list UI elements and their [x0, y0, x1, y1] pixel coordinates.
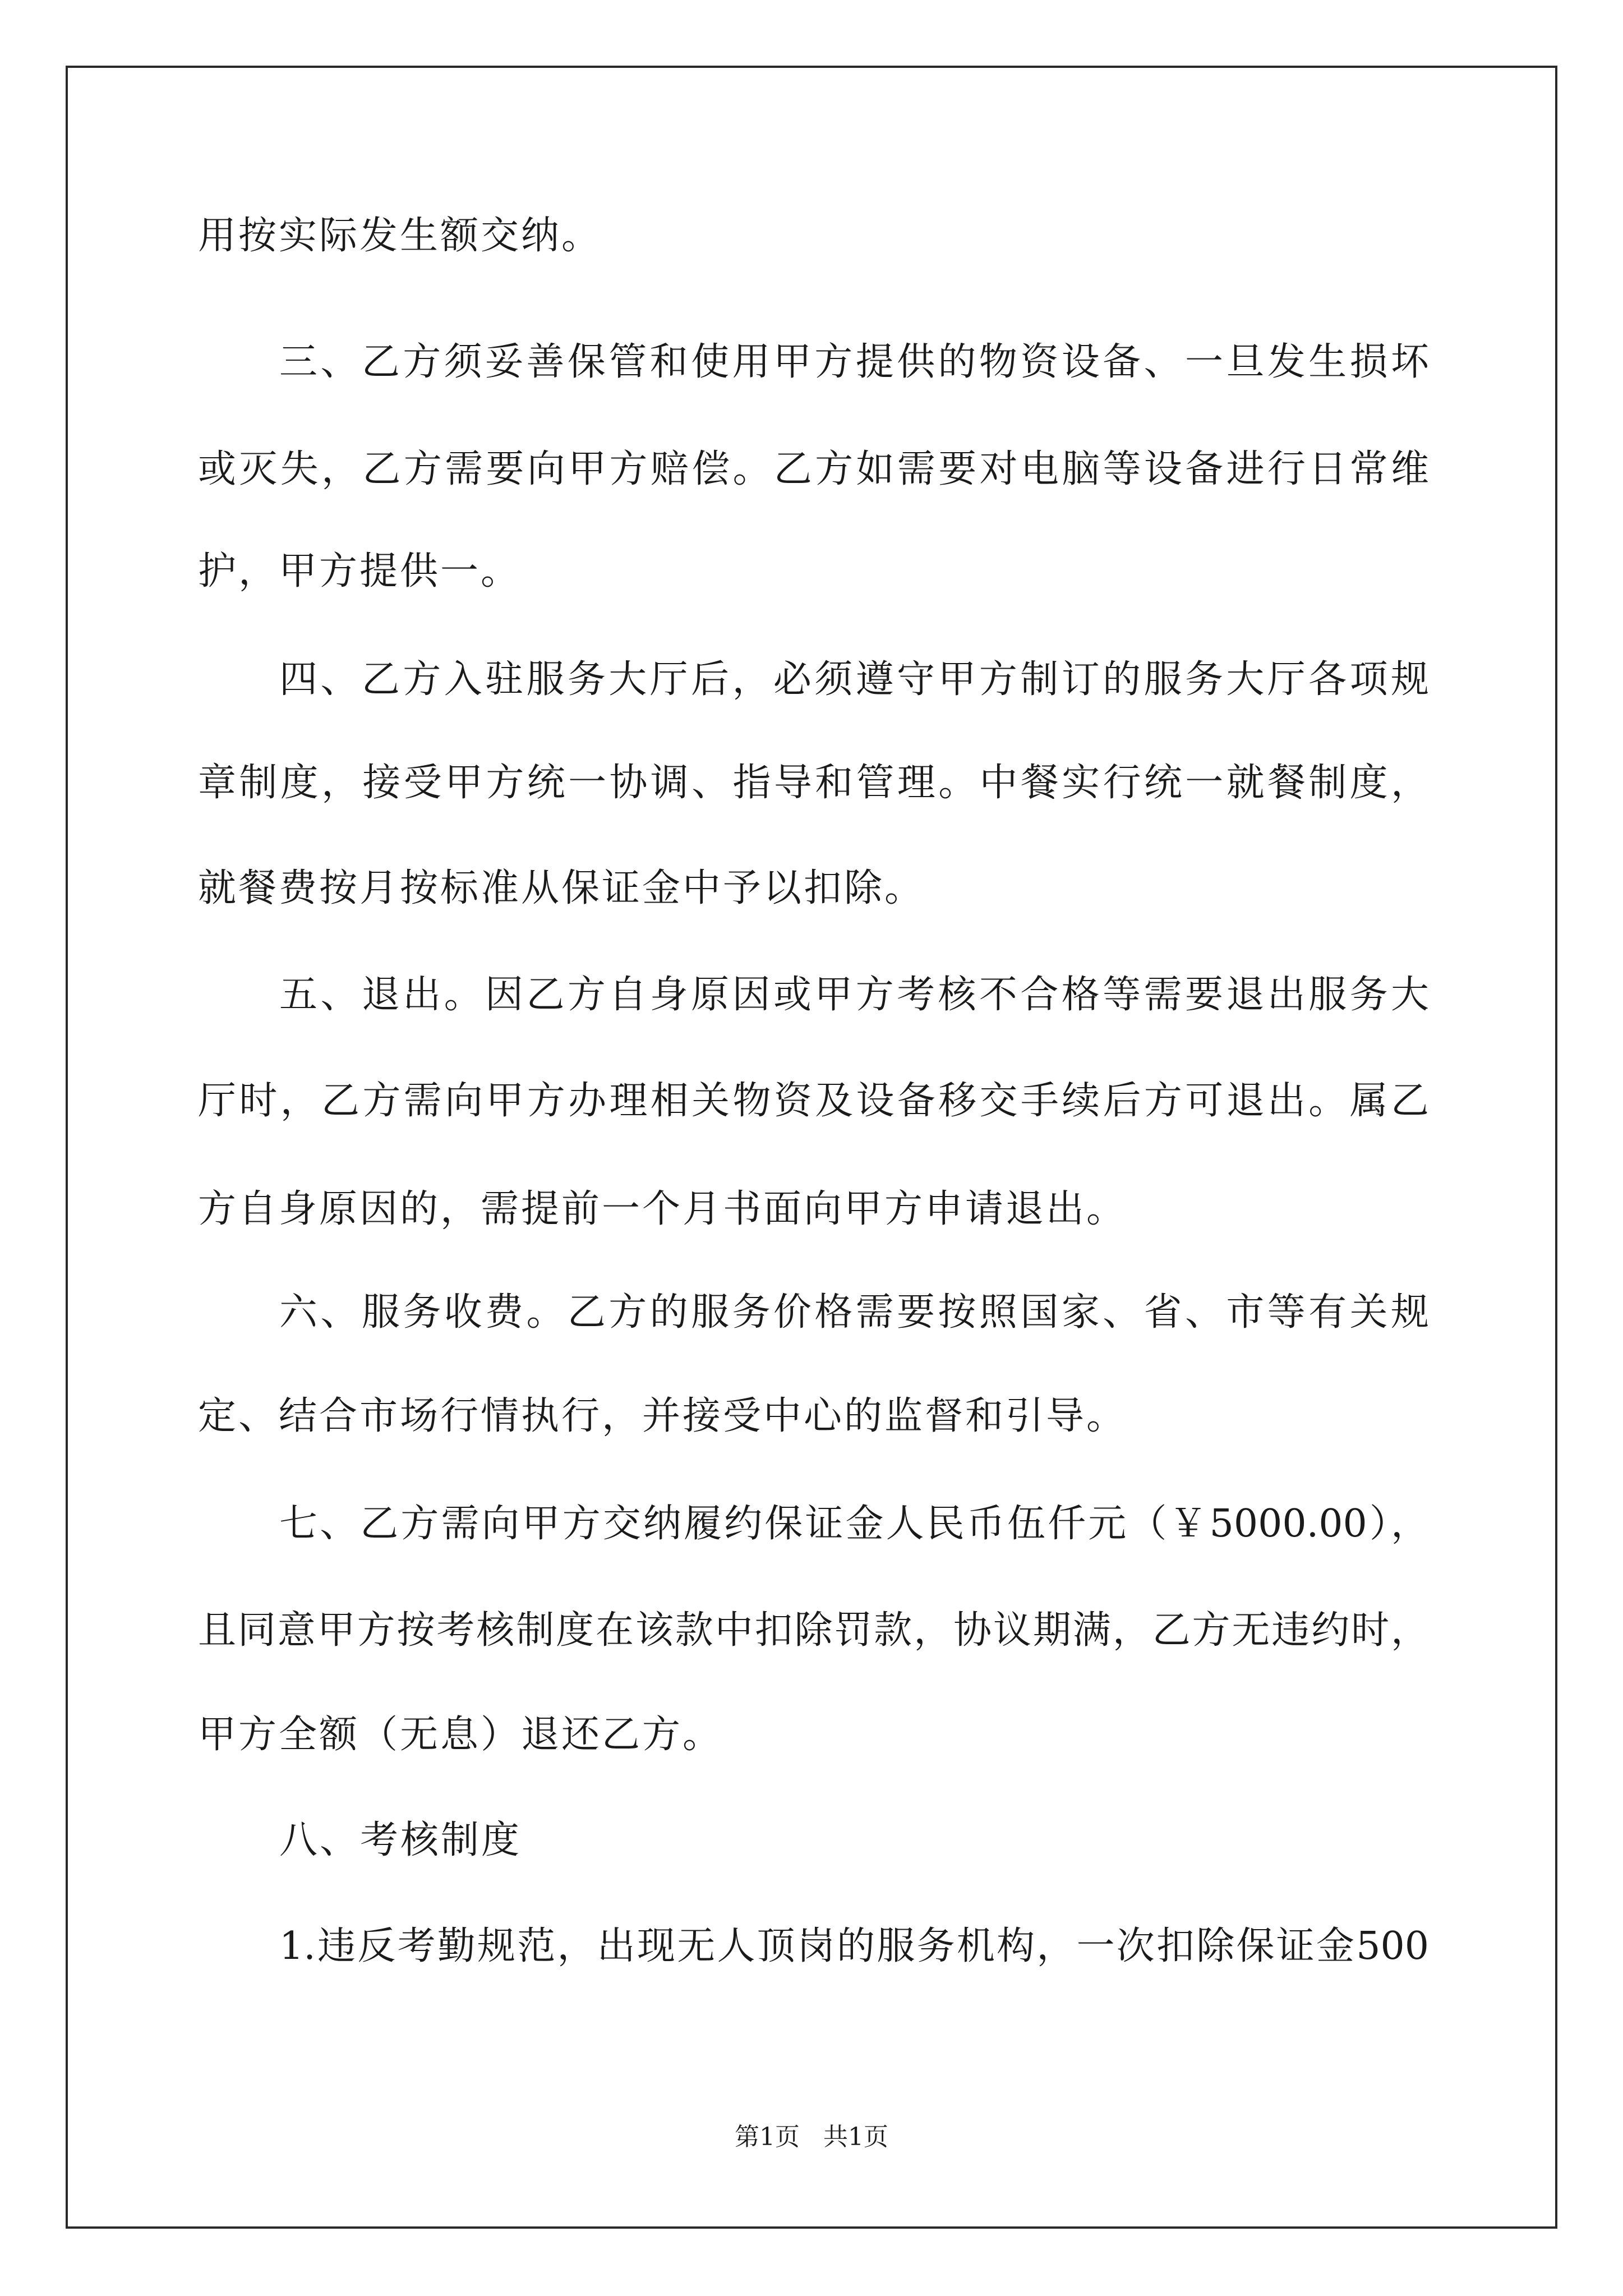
page-border: [66, 66, 1557, 2229]
body-line: 方自身原因的，需提前一个月书面向甲方申请退出。: [198, 1187, 1127, 1231]
body-line: 或灭失，乙方需要向甲方赔偿。乙方如需要对电脑等设备进行日常维: [198, 447, 1429, 491]
body-line: 三、乙方须妥善保管和使用甲方提供的物资设备、一旦发生损坏: [279, 340, 1429, 384]
page-footer: 第1页 共1页: [735, 2123, 888, 2151]
body-line: 甲方全额（无息）退还乙方。: [198, 1713, 723, 1757]
body-line: 且同意甲方按考核制度在该款中扣除罚款，协议期满，乙方无违约时，: [198, 1608, 1429, 1653]
body-line: 六、服务收费。乙方的服务价格需要按照国家、省、市等有关规: [279, 1290, 1429, 1335]
body-line: 护，甲方提供一。: [198, 549, 522, 593]
body-line: 四、乙方入驻服务大厅后，必须遵守甲方制订的服务大厅各项规: [279, 657, 1429, 702]
body-line: 五、退出。因乙方自身原因或甲方考核不合格等需要退出服务大: [279, 973, 1429, 1017]
body-line: 七、乙方需向甲方交纳履约保证金人民币伍仟元（￥5000.00），: [279, 1502, 1429, 1546]
body-line: 八、考核制度: [279, 1818, 522, 1862]
body-line: 定、结合市场行情执行，并接受中心的监督和引导。: [198, 1394, 1127, 1438]
body-line: 厅时，乙方需向甲方办理相关物资及设备移交手续后方可退出。属乙: [198, 1079, 1429, 1123]
body-line: 1.违反考勤规范，出现无人顶岗的服务机构，一次扣除保证金500: [279, 1924, 1429, 1968]
body-line: 用按实际发生额交纳。: [198, 214, 602, 258]
body-line: 就餐费按月按标准从保证金中予以扣除。: [198, 866, 925, 910]
body-line: 章制度，接受甲方统一协调、指导和管理。中餐实行统一就餐制度，: [198, 761, 1429, 805]
